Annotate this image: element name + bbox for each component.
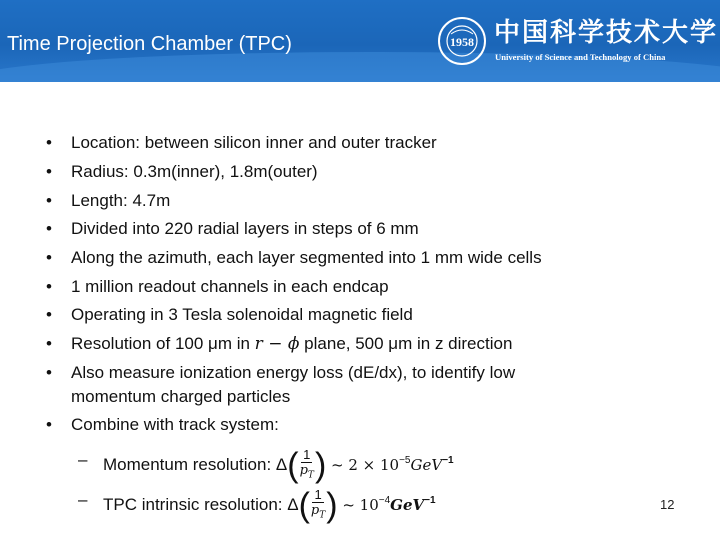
- bullet-marker: •: [46, 363, 52, 382]
- unit-exponent: −1: [442, 455, 454, 467]
- fraction-denominator: [311, 503, 325, 523]
- bullet-marker: •: [46, 277, 52, 296]
- left-paren: (: [287, 446, 299, 485]
- sub-item-label: TPC intrinsic resolution:: [103, 494, 288, 514]
- delta-symbol: Δ: [275, 454, 288, 474]
- bullet-marker: •: [46, 219, 52, 238]
- bullet-text: Location: between silicon inner and outer tracker: [71, 133, 437, 152]
- bullet-text: 1 million readout channels in each endcap: [71, 277, 389, 296]
- slide-header: [0, 0, 720, 82]
- page-number: 12: [660, 497, 675, 512]
- bullet-text: Operating in 3 Tesla solenoidal magnetic field: [71, 305, 413, 324]
- bullet-marker: •: [46, 334, 52, 353]
- denominator-symbol: p: [310, 503, 320, 518]
- bullet-marker: •: [46, 305, 52, 324]
- bullet-marker: •: [46, 415, 52, 434]
- fraction: [311, 488, 325, 523]
- inline-math: r − ϕ: [254, 334, 300, 354]
- fraction-numerator: 1: [303, 447, 311, 462]
- delta-symbol: Δ: [287, 494, 299, 514]
- university-name-en: University of Science and Technology of China: [495, 52, 666, 62]
- bullet-marker: •: [46, 191, 52, 210]
- unit: GeV: [390, 495, 425, 514]
- svg-text:1958: 1958: [450, 35, 474, 49]
- bullet-text: Radius: 0.3m(inner), 1.8m(outer): [71, 162, 318, 181]
- bullet-text-line2: momentum charged particles: [71, 387, 291, 406]
- sub-bullet-marker: –: [78, 450, 88, 469]
- denominator-symbol: p: [299, 463, 308, 478]
- relation: ~ 2 × 10: [331, 455, 400, 474]
- sub-item-content: [103, 448, 454, 483]
- bullet-marker: •: [46, 133, 52, 152]
- bullet-marker: •: [46, 162, 52, 181]
- university-seal-icon: [437, 16, 487, 66]
- slide-title: Time Projection Chamber (TPC): [7, 33, 292, 55]
- bullet-text: Divided into 220 radial layers in steps of 6 mm: [71, 219, 419, 238]
- bullet-text: Combine with track system:: [71, 415, 279, 434]
- bullet-text-line1: Also measure ionization energy loss (dE/dx), to identify low: [71, 363, 516, 382]
- denominator-subscript: T: [319, 510, 326, 521]
- bullet-marker: •: [46, 248, 52, 267]
- denominator-subscript: T: [307, 470, 314, 481]
- sub-item-label: Momentum resolution:: [103, 454, 276, 474]
- fraction-numerator: 1: [314, 487, 322, 502]
- bullet-text: Along the azimuth, each layer segmented into 1 mm wide cells: [71, 248, 542, 267]
- bullet-text: [71, 332, 512, 356]
- unit: GeV: [410, 455, 443, 474]
- sub-bullet-marker: –: [78, 490, 88, 509]
- exponent: −4: [378, 495, 391, 507]
- fraction: [300, 448, 314, 483]
- bullet-text: Length: 4.7m: [71, 191, 171, 210]
- relation: ~ 10: [342, 495, 379, 514]
- fraction-denominator: [300, 463, 314, 483]
- sub-item-content: [103, 488, 436, 523]
- text-after-math: plane, 500 μm in z direction: [299, 334, 513, 353]
- exponent: −5: [399, 455, 411, 467]
- unit-exponent: −1: [424, 495, 436, 507]
- university-name-cn: 中国科学技术大学: [494, 18, 719, 48]
- right-paren: ): [314, 446, 327, 485]
- left-paren: (: [298, 486, 310, 525]
- text-before-math: Resolution of 100 μm in: [71, 334, 255, 353]
- right-paren: ): [326, 486, 338, 525]
